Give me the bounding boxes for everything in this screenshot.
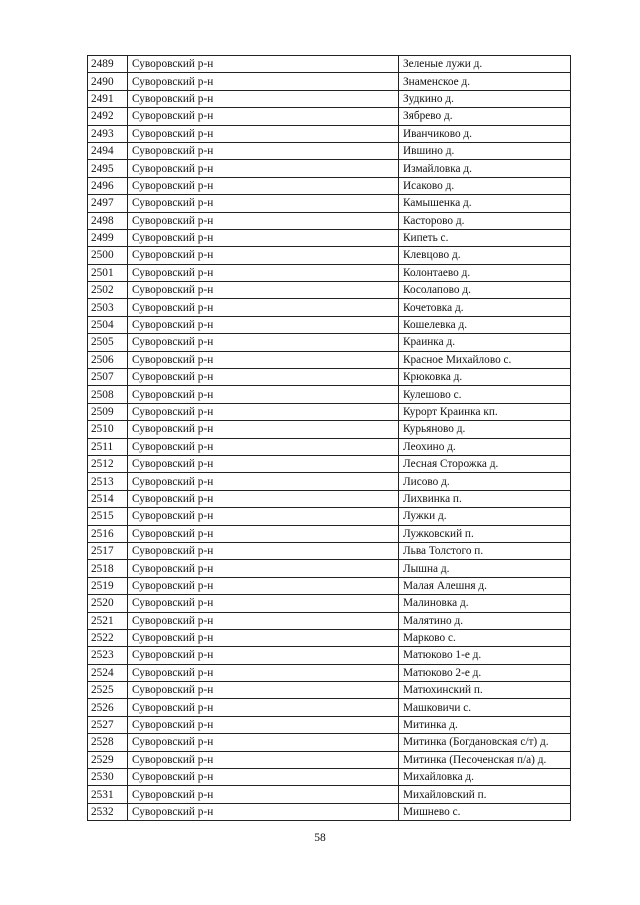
table-row bbox=[88, 455, 571, 472]
table-row bbox=[88, 386, 571, 403]
district-cell: Суворовский р-н bbox=[128, 316, 399, 333]
district-cell: Суворовский р-н bbox=[128, 142, 399, 159]
settlement-cell: Лужковский п. bbox=[399, 525, 571, 542]
row-number-cell: 2511 bbox=[88, 438, 128, 455]
table-row bbox=[88, 299, 571, 316]
table-row bbox=[88, 664, 571, 681]
table-row bbox=[88, 334, 571, 351]
table-row bbox=[88, 351, 571, 368]
row-number-cell: 2508 bbox=[88, 386, 128, 403]
settlement-cell: Льва Толстого п. bbox=[399, 542, 571, 559]
settlement-cell: Зябрево д. bbox=[399, 108, 571, 125]
settlement-cell: Зудкино д. bbox=[399, 90, 571, 107]
table-row bbox=[88, 699, 571, 716]
district-cell: Суворовский р-н bbox=[128, 577, 399, 594]
district-cell: Суворовский р-н bbox=[128, 769, 399, 786]
table-row bbox=[88, 612, 571, 629]
row-number-cell: 2520 bbox=[88, 595, 128, 612]
table-row bbox=[88, 264, 571, 281]
table-row bbox=[88, 647, 571, 664]
settlement-cell: Матюково 2-е д. bbox=[399, 664, 571, 681]
settlement-cell: Матюхинский п. bbox=[399, 682, 571, 699]
row-number-cell: 2532 bbox=[88, 803, 128, 820]
settlement-cell: Измайловка д. bbox=[399, 160, 571, 177]
district-cell: Суворовский р-н bbox=[128, 90, 399, 107]
row-number-cell: 2522 bbox=[88, 629, 128, 646]
table-row bbox=[88, 177, 571, 194]
settlement-cell: Матюково 1-е д. bbox=[399, 647, 571, 664]
table-row bbox=[88, 629, 571, 646]
table-row bbox=[88, 73, 571, 90]
row-number-cell: 2493 bbox=[88, 125, 128, 142]
row-number-cell: 2510 bbox=[88, 421, 128, 438]
row-number-cell: 2523 bbox=[88, 647, 128, 664]
table-row bbox=[88, 803, 571, 820]
row-number-cell: 2507 bbox=[88, 369, 128, 386]
district-cell: Суворовский р-н bbox=[128, 108, 399, 125]
settlement-cell: Камышенка д. bbox=[399, 195, 571, 212]
row-number-cell: 2530 bbox=[88, 769, 128, 786]
district-cell: Суворовский р-н bbox=[128, 386, 399, 403]
settlement-cell: Лисово д. bbox=[399, 473, 571, 490]
table-row bbox=[88, 542, 571, 559]
district-cell: Суворовский р-н bbox=[128, 490, 399, 507]
settlement-cell: Курьяново д. bbox=[399, 421, 571, 438]
settlement-cell: Косолапово д. bbox=[399, 282, 571, 299]
settlement-cell: Красное Михайлово с. bbox=[399, 351, 571, 368]
settlement-cell: Митинка д. bbox=[399, 716, 571, 733]
settlement-cell: Клевцово д. bbox=[399, 247, 571, 264]
settlement-cell: Марково с. bbox=[399, 629, 571, 646]
district-cell: Суворовский р-н bbox=[128, 56, 399, 73]
settlement-cell: Михайловка д. bbox=[399, 769, 571, 786]
district-cell: Суворовский р-н bbox=[128, 195, 399, 212]
row-number-cell: 2504 bbox=[88, 316, 128, 333]
settlement-cell: Кулешово с. bbox=[399, 386, 571, 403]
settlement-cell: Машковичи с. bbox=[399, 699, 571, 716]
district-cell: Суворовский р-н bbox=[128, 403, 399, 420]
district-cell: Суворовский р-н bbox=[128, 786, 399, 803]
district-cell: Суворовский р-н bbox=[128, 351, 399, 368]
district-cell: Суворовский р-н bbox=[128, 473, 399, 490]
settlement-cell: Лихвинка п. bbox=[399, 490, 571, 507]
settlement-cell: Зеленые лужи д. bbox=[399, 56, 571, 73]
settlement-cell: Митинка (Богдановская с/т) д. bbox=[399, 734, 571, 751]
district-cell: Суворовский р-н bbox=[128, 682, 399, 699]
settlement-cell: Лесная Сторожка д. bbox=[399, 455, 571, 472]
table-row bbox=[88, 108, 571, 125]
district-cell: Суворовский р-н bbox=[128, 508, 399, 525]
district-cell: Суворовский р-н bbox=[128, 664, 399, 681]
table-row bbox=[88, 142, 571, 159]
district-cell: Суворовский р-н bbox=[128, 751, 399, 768]
district-cell: Суворовский р-н bbox=[128, 595, 399, 612]
row-number-cell: 2529 bbox=[88, 751, 128, 768]
row-number-cell: 2499 bbox=[88, 229, 128, 246]
settlement-cell: Знаменское д. bbox=[399, 73, 571, 90]
row-number-cell: 2525 bbox=[88, 682, 128, 699]
row-number-cell: 2490 bbox=[88, 73, 128, 90]
row-number-cell: 2501 bbox=[88, 264, 128, 281]
district-cell: Суворовский р-н bbox=[128, 229, 399, 246]
settlements-table-body bbox=[88, 56, 571, 821]
table-row bbox=[88, 508, 571, 525]
district-cell: Суворовский р-н bbox=[128, 438, 399, 455]
table-row bbox=[88, 247, 571, 264]
table-row bbox=[88, 751, 571, 768]
table-row bbox=[88, 125, 571, 142]
row-number-cell: 2491 bbox=[88, 90, 128, 107]
table-row bbox=[88, 160, 571, 177]
district-cell: Суворовский р-н bbox=[128, 160, 399, 177]
district-cell: Суворовский р-н bbox=[128, 247, 399, 264]
row-number-cell: 2517 bbox=[88, 542, 128, 559]
settlement-cell: Леохино д. bbox=[399, 438, 571, 455]
settlement-cell: Курорт Краинка кп. bbox=[399, 403, 571, 420]
district-cell: Суворовский р-н bbox=[128, 177, 399, 194]
row-number-cell: 2512 bbox=[88, 455, 128, 472]
settlement-cell: Лышна д. bbox=[399, 560, 571, 577]
row-number-cell: 2496 bbox=[88, 177, 128, 194]
row-number-cell: 2505 bbox=[88, 334, 128, 351]
row-number-cell: 2514 bbox=[88, 490, 128, 507]
table-row bbox=[88, 316, 571, 333]
table-row bbox=[88, 786, 571, 803]
district-cell: Суворовский р-н bbox=[128, 334, 399, 351]
settlement-cell: Митинка (Песоченская п/а) д. bbox=[399, 751, 571, 768]
table-row bbox=[88, 682, 571, 699]
district-cell: Суворовский р-н bbox=[128, 282, 399, 299]
settlement-cell: Колонтаево д. bbox=[399, 264, 571, 281]
district-cell: Суворовский р-н bbox=[128, 525, 399, 542]
table-row bbox=[88, 212, 571, 229]
settlement-cell: Касторово д. bbox=[399, 212, 571, 229]
row-number-cell: 2526 bbox=[88, 699, 128, 716]
table-row bbox=[88, 90, 571, 107]
district-cell: Суворовский р-н bbox=[128, 264, 399, 281]
row-number-cell: 2519 bbox=[88, 577, 128, 594]
row-number-cell: 2513 bbox=[88, 473, 128, 490]
row-number-cell: 2524 bbox=[88, 664, 128, 681]
district-cell: Суворовский р-н bbox=[128, 734, 399, 751]
row-number-cell: 2506 bbox=[88, 351, 128, 368]
row-number-cell: 2515 bbox=[88, 508, 128, 525]
row-number-cell: 2509 bbox=[88, 403, 128, 420]
table-row bbox=[88, 403, 571, 420]
row-number-cell: 2495 bbox=[88, 160, 128, 177]
row-number-cell: 2528 bbox=[88, 734, 128, 751]
row-number-cell: 2497 bbox=[88, 195, 128, 212]
settlement-cell: Кошелевка д. bbox=[399, 316, 571, 333]
district-cell: Суворовский р-н bbox=[128, 299, 399, 316]
row-number-cell: 2521 bbox=[88, 612, 128, 629]
table-row bbox=[88, 56, 571, 73]
table-row bbox=[88, 577, 571, 594]
district-cell: Суворовский р-н bbox=[128, 212, 399, 229]
district-cell: Суворовский р-н bbox=[128, 73, 399, 90]
row-number-cell: 2503 bbox=[88, 299, 128, 316]
table-row bbox=[88, 716, 571, 733]
table-row bbox=[88, 195, 571, 212]
settlement-cell: Ившино д. bbox=[399, 142, 571, 159]
row-number-cell: 2494 bbox=[88, 142, 128, 159]
table-row bbox=[88, 421, 571, 438]
settlement-cell: Малиновка д. bbox=[399, 595, 571, 612]
row-number-cell: 2502 bbox=[88, 282, 128, 299]
table-row bbox=[88, 229, 571, 246]
settlement-cell: Исаково д. bbox=[399, 177, 571, 194]
row-number-cell: 2518 bbox=[88, 560, 128, 577]
row-number-cell: 2498 bbox=[88, 212, 128, 229]
district-cell: Суворовский р-н bbox=[128, 455, 399, 472]
district-cell: Суворовский р-н bbox=[128, 560, 399, 577]
district-cell: Суворовский р-н bbox=[128, 125, 399, 142]
table-row bbox=[88, 595, 571, 612]
settlement-cell: Михайловский п. bbox=[399, 786, 571, 803]
table-row bbox=[88, 282, 571, 299]
district-cell: Суворовский р-н bbox=[128, 699, 399, 716]
row-number-cell: 2492 bbox=[88, 108, 128, 125]
settlement-cell: Кочетовка д. bbox=[399, 299, 571, 316]
settlement-cell: Кипеть с. bbox=[399, 229, 571, 246]
row-number-cell: 2516 bbox=[88, 525, 128, 542]
row-number-cell: 2489 bbox=[88, 56, 128, 73]
table-row bbox=[88, 560, 571, 577]
table-row bbox=[88, 473, 571, 490]
settlements-table bbox=[87, 55, 571, 821]
settlement-cell: Иванчиково д. bbox=[399, 125, 571, 142]
district-cell: Суворовский р-н bbox=[128, 369, 399, 386]
district-cell: Суворовский р-н bbox=[128, 629, 399, 646]
row-number-cell: 2531 bbox=[88, 786, 128, 803]
district-cell: Суворовский р-н bbox=[128, 716, 399, 733]
settlement-cell: Краинка д. bbox=[399, 334, 571, 351]
table-row bbox=[88, 769, 571, 786]
settlement-cell: Крюковка д. bbox=[399, 369, 571, 386]
district-cell: Суворовский р-н bbox=[128, 647, 399, 664]
settlement-cell: Малятино д. bbox=[399, 612, 571, 629]
settlement-cell: Мишнево с. bbox=[399, 803, 571, 820]
district-cell: Суворовский р-н bbox=[128, 421, 399, 438]
table-row bbox=[88, 369, 571, 386]
district-cell: Суворовский р-н bbox=[128, 803, 399, 820]
district-cell: Суворовский р-н bbox=[128, 612, 399, 629]
row-number-cell: 2500 bbox=[88, 247, 128, 264]
table-row bbox=[88, 734, 571, 751]
table-row bbox=[88, 438, 571, 455]
settlement-cell: Лужки д. bbox=[399, 508, 571, 525]
settlement-cell: Малая Алешня д. bbox=[399, 577, 571, 594]
table-row bbox=[88, 490, 571, 507]
row-number-cell: 2527 bbox=[88, 716, 128, 733]
page-number: 58 bbox=[314, 832, 326, 844]
district-cell: Суворовский р-н bbox=[128, 542, 399, 559]
table-row bbox=[88, 525, 571, 542]
